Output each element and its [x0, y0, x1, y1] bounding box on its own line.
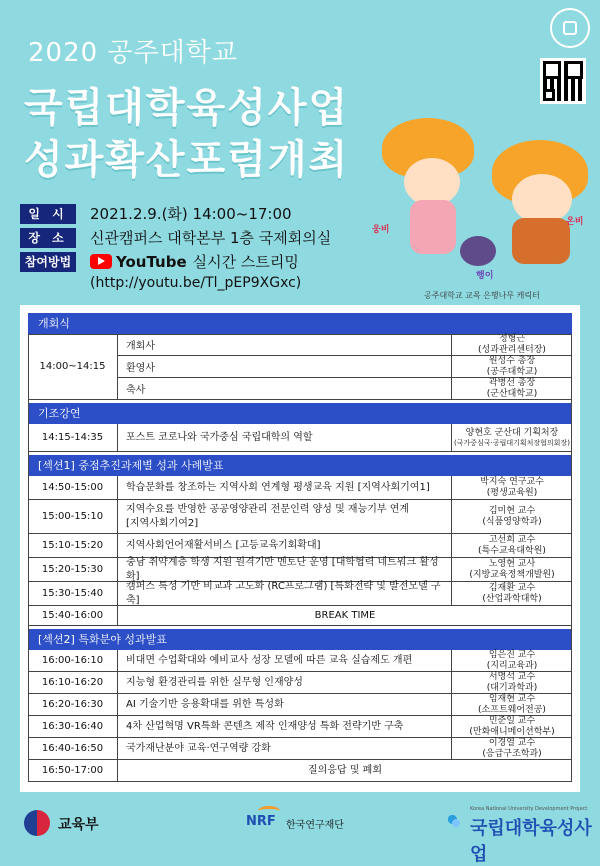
table-row [28, 500, 572, 534]
agenda-topic: 4차 산업혁명 VR특화 콘텐츠 제작 인재양성 특화 전략기반 구축 [118, 716, 452, 737]
characters-caption: 공주대학교 교목 은행나무 캐릭터 [424, 291, 540, 300]
agenda-topic: BREAK TIME [314, 609, 376, 621]
agenda-speaker: 곽병선 총장 (군산대학교) [486, 377, 538, 399]
agenda-time: 16:10-16:20 [28, 672, 118, 693]
table-row [118, 356, 572, 378]
header-title-line1: 국립대학육성사업 [24, 85, 350, 131]
agenda-time: 16:40-16:50 [28, 738, 118, 759]
agenda-speaker: 노영현 교사 (지방교육정책개발원) [469, 558, 555, 580]
agenda-topic: 개회사 [118, 334, 452, 355]
character-face-1 [404, 158, 460, 206]
program-table [20, 305, 580, 792]
table-row [28, 424, 572, 452]
table-row [28, 558, 572, 582]
method-row [20, 251, 299, 272]
youtube-play-icon [90, 254, 112, 269]
table-row [28, 650, 572, 672]
table-row [28, 738, 572, 760]
nrf-label: NRF [246, 814, 276, 829]
project-label: 국립대학육성사업 [470, 818, 592, 865]
table-row [118, 334, 572, 356]
agenda-topic: 국가재난분야 교육·연구역량 강화 [118, 738, 452, 759]
moe-emblem-icon [24, 810, 50, 836]
agenda-time: 14:50-15:00 [28, 476, 118, 499]
date-label: 일 시 [20, 204, 76, 224]
character-body-1 [410, 200, 456, 254]
agenda-topic: AI 기술기반 응용확대를 위한 특성화 [118, 694, 452, 715]
agenda-speaker: 고선희 교수 (특수교육대학원) [478, 534, 546, 556]
section-session2: [섹션2] 특화분야 성과발표 [28, 629, 572, 650]
place-value: 신관캠퍼스 대학본부 1층 국제회의실 [90, 229, 332, 247]
youtube-word: YouTube [116, 252, 187, 271]
agenda-topic: 캠퍼스 특성 기반 비교과 고도화 (RC프로그램) [특화전략 및 발전모델 구축] [118, 582, 452, 605]
agenda-speaker: 임은진 교수 (지리교육과) [486, 649, 538, 671]
agenda-time: 15:30-15:40 [28, 582, 118, 605]
date-row [20, 203, 292, 224]
table-row [28, 582, 572, 606]
agenda-time: 14:15-14:35 [28, 424, 118, 451]
university-emblem [550, 8, 590, 48]
character-name-3: 행이 [476, 271, 494, 281]
youtube-logo [90, 251, 299, 272]
agenda-speaker: 서명석 교수 (대기과학과) [486, 671, 538, 693]
agenda-speaker: 민준일 교수 (만화애니메이션학부) [469, 715, 555, 737]
table-row [28, 694, 572, 716]
header-title-line2: 성과확산포럼개최 [24, 137, 350, 183]
agenda-topic: 비대면 수업확대와 예비교사 성장 모델에 따른 교육 실습제도 개편 [118, 650, 452, 671]
place-label: 장 소 [20, 228, 76, 248]
agenda-topic: 환영사 [118, 356, 452, 377]
agenda-topic: 지역수요를 반영한 공공영양관리 전문인력 양성 및 재능기부 연계 [지역사회기여2] [118, 500, 452, 533]
agenda-time: 16:30-16:40 [28, 716, 118, 737]
table-row [28, 672, 572, 694]
section-keynote: 기조강연 [28, 403, 572, 424]
agenda-speaker: 양현호 군산대 기획처장 (국가중심국·공립대기획처장협의회장) [454, 427, 570, 447]
agenda-time: 16:50-17:00 [28, 760, 118, 781]
agenda-speaker: 원성수 총장 (공주대학교) [486, 355, 538, 377]
project-logo-icon [447, 814, 465, 832]
project-english-label: Korea National University Development Project [470, 806, 588, 812]
character-illustration [372, 118, 590, 298]
footer-logos [0, 800, 600, 865]
agenda-time: 15:10-15:20 [28, 534, 118, 557]
character-body-3 [460, 236, 496, 266]
method-value: 실시간 스트리밍 [192, 253, 299, 271]
agenda-topic: 지능형 환경관리를 위한 실무형 인재양성 [118, 672, 452, 693]
table-row-closing [28, 760, 572, 782]
nrf-sub-label: 한국연구재단 [286, 820, 344, 831]
agenda-topic: 질의응답 및 폐회 [308, 764, 382, 776]
table-row [28, 534, 572, 558]
agenda-topic: 지역사회언어재활서비스 [고등교육기회확대] [118, 534, 452, 557]
character-body-2 [512, 218, 570, 264]
agenda-speaker: 김재환 교수 (산업과학대학) [482, 582, 542, 604]
agenda-topic: 축사 [118, 378, 452, 399]
character-face-2 [512, 174, 572, 224]
agenda-topic: 충남 취약계층 학생 지원 원격기반 멘토단 운영 [대학협력 네트워크 활성화] [118, 558, 452, 581]
agenda-time: 15:20-15:30 [28, 558, 118, 581]
agenda-time: 15:00-15:10 [28, 500, 118, 533]
character-name-1: 웅비 [372, 225, 390, 235]
table-row [118, 378, 572, 400]
place-row [20, 227, 331, 248]
agenda-speaker: 박지숙 연구교수 (평생교육원) [480, 476, 544, 498]
moe-label: 교육부 [58, 817, 99, 833]
agenda-speaker: 김미현 교수 (식품영양학과) [482, 505, 542, 527]
section-session1: [섹션1] 중점추진과제별 성과 사례발표 [28, 455, 572, 476]
table-row-break [28, 606, 572, 626]
table-row [28, 716, 572, 738]
agenda-topic: 포스트 코로나와 국가중심 국립대학의 역할 [118, 424, 452, 451]
opening-time: 14:00~14:15 [28, 334, 118, 400]
method-label: 참여방법 [20, 252, 76, 272]
agenda-time: 16:20-16:30 [28, 694, 118, 715]
stream-url[interactable]: (http://youtu.be/Tl_pEP9XGxc) [90, 275, 302, 291]
date-value: 2021.2.9.(화) 14:00~17:00 [90, 205, 292, 223]
agenda-speaker: 정형근 (성과관리센터장) [478, 333, 546, 355]
character-name-2: 온비 [566, 217, 584, 227]
header-year: 2020 공주대학교 [28, 38, 239, 68]
agenda-topic: 학습문화를 창조하는 지역사회 연계형 평생교육 지원 [지역사회기여1] [118, 476, 452, 499]
agenda-speaker: 이경열 교수 (응급구조학과) [482, 737, 542, 759]
agenda-speaker: 임재현 교수 (소프트웨어전공) [478, 693, 546, 715]
agenda-time: 16:00-16:10 [28, 650, 118, 671]
agenda-time: 15:40-16:00 [28, 606, 118, 625]
qr-code[interactable] [540, 58, 586, 104]
section-opening: 개회식 [28, 313, 572, 334]
table-row [28, 476, 572, 500]
